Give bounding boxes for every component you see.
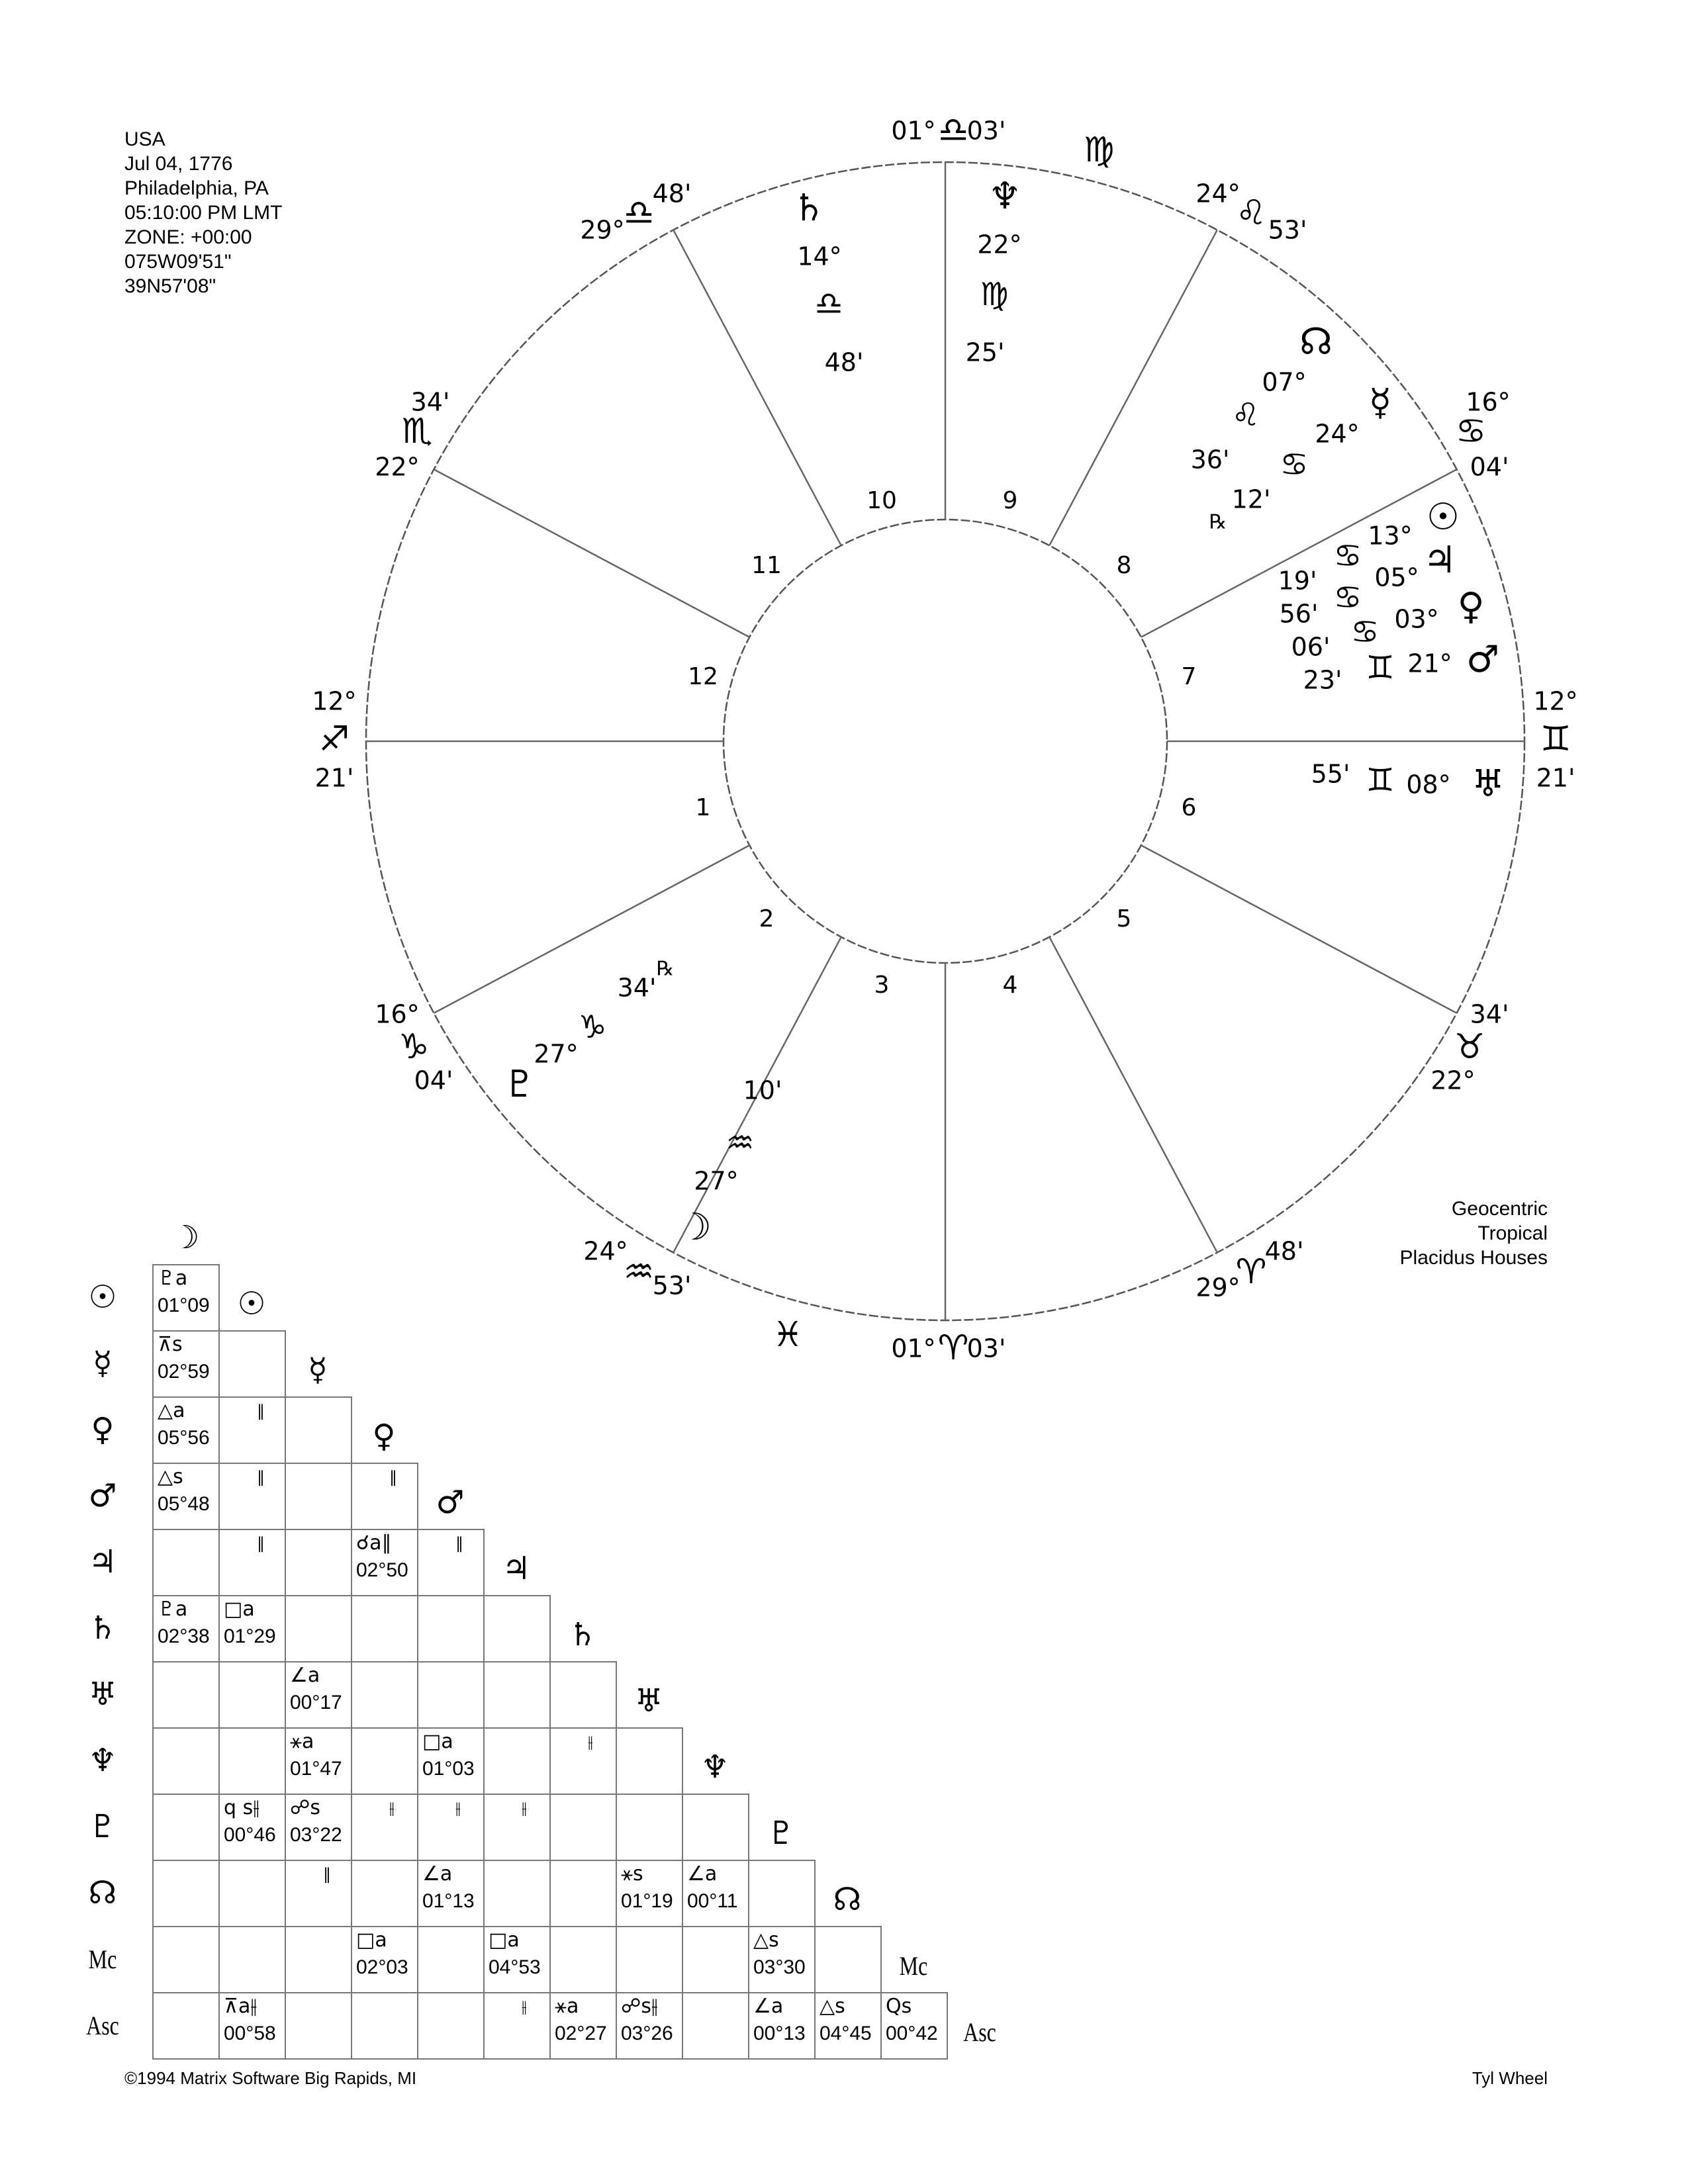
moon-glyph: ☽ bbox=[678, 1206, 712, 1250]
sun-degree: 13° bbox=[1368, 521, 1413, 551]
aspect-cell-venus-moon bbox=[152, 1396, 220, 1464]
cusp-sign-asc: ♐ bbox=[318, 719, 350, 759]
aspect-cell-node-neptune bbox=[682, 1860, 749, 1927]
pluto-sign: ♑ bbox=[578, 1009, 607, 1046]
aspect-cell-jupiter-sun bbox=[218, 1529, 286, 1596]
aspect-symbol: Qs bbox=[886, 1995, 912, 2018]
house-number-12: 12 bbox=[688, 663, 718, 690]
aspect-cell-mc-pluto bbox=[748, 1926, 816, 1993]
aspect-cell-pluto-neptune bbox=[682, 1794, 749, 1861]
neptune-glyph: ♆ bbox=[988, 175, 1022, 218]
house-cusp-line bbox=[1049, 937, 1217, 1253]
cusp-minute-c12: 34' bbox=[410, 387, 450, 417]
grid-diagonal-mc-glyph: Mc bbox=[899, 1950, 928, 1981]
intercepted-sign-pisces: ♓ bbox=[772, 1315, 804, 1355]
cusp-minute-dsc: 21' bbox=[1536, 763, 1575, 793]
mars-minute: 23' bbox=[1303, 665, 1342, 695]
house-number-6: 6 bbox=[1181, 794, 1197, 821]
chart-info-name: USA bbox=[124, 128, 165, 150]
cusp-minute-mc: 03' bbox=[966, 116, 1006, 146]
cusp-degree-mc: 01° bbox=[891, 116, 936, 146]
uranus-glyph: ♅ bbox=[1471, 762, 1505, 806]
cusp-sign-c2: ♑ bbox=[398, 1027, 430, 1067]
aspect-cell-jupiter-mars bbox=[417, 1529, 485, 1596]
aspect-orb: 01°29 bbox=[224, 1625, 276, 1647]
aspect-orb: 05°48 bbox=[158, 1493, 210, 1515]
house-cusp-line bbox=[434, 469, 749, 637]
aspect-symbol: ∠a bbox=[753, 1995, 784, 2018]
aspect-cell-sun-moon bbox=[152, 1264, 220, 1332]
aspect-symbol: ∥ bbox=[257, 1534, 265, 1553]
footer-wheel-name: Tyl Wheel bbox=[1472, 2068, 1548, 2088]
aspect-orb: 00°46 bbox=[224, 1824, 276, 1846]
mercury-minute: 12' bbox=[1231, 484, 1271, 514]
jupiter-sign: ♋ bbox=[1333, 579, 1362, 616]
cusp-degree-ic: 01° bbox=[891, 1334, 936, 1363]
aspect-symbol: ∠a bbox=[687, 1862, 718, 1886]
aspect-cell-jupiter-moon bbox=[152, 1529, 220, 1596]
aspect-cell-node-jupiter bbox=[483, 1860, 551, 1927]
house-cusp-line bbox=[1141, 845, 1457, 1013]
venus-glyph: ♀ bbox=[1457, 585, 1485, 629]
aspect-symbol: ⚹s bbox=[621, 1862, 643, 1886]
aspect-cell-saturn-mercury bbox=[285, 1595, 352, 1662]
aspect-cell-node-pluto bbox=[748, 1860, 816, 1927]
grid-row-mercury-glyph: ☿ bbox=[93, 1345, 113, 1382]
chart-info-place: Philadelphia, PA bbox=[124, 177, 269, 199]
aspect-symbol: △s bbox=[753, 1929, 779, 1952]
aspect-orb: 03°26 bbox=[621, 2023, 673, 2044]
aspect-cell-saturn-jupiter bbox=[483, 1595, 551, 1662]
aspect-cell-node-mars bbox=[417, 1860, 485, 1927]
venus-minute: 06' bbox=[1291, 632, 1331, 662]
aspect-orb: 02°38 bbox=[158, 1625, 210, 1647]
aspect-cell-neptune-mercury bbox=[285, 1727, 352, 1795]
cusp-minute-c11: 48' bbox=[652, 179, 692, 208]
aspect-orb: 02°59 bbox=[158, 1361, 210, 1383]
pluto-degree: 27° bbox=[534, 1039, 579, 1069]
aspect-cell-mercury-sun bbox=[218, 1330, 286, 1398]
cusp-degree-c2: 16° bbox=[375, 999, 420, 1029]
aspect-cell-mc-moon bbox=[152, 1926, 220, 1993]
mercury-glyph: ☿ bbox=[1368, 381, 1392, 425]
aspect-cell-pluto-mercury bbox=[285, 1794, 352, 1861]
aspect-cell-neptune-mars bbox=[417, 1727, 485, 1795]
aspect-cell-mc-neptune bbox=[682, 1926, 749, 1993]
aspect-symbol: △a bbox=[158, 1399, 185, 1422]
aspect-symbol: ∥ bbox=[455, 1534, 463, 1553]
aspect-orb: 00°17 bbox=[290, 1692, 342, 1713]
cusp-degree-asc: 12° bbox=[312, 686, 357, 716]
aspect-orb: 00°13 bbox=[753, 2023, 806, 2044]
grid-diagonal-neptune-glyph: ♆ bbox=[700, 1749, 729, 1786]
cusp-sign-c9: ♌ bbox=[1235, 193, 1267, 233]
aspect-cell-asc-saturn bbox=[549, 1992, 617, 2060]
aspect-orb: 01°13 bbox=[422, 1890, 475, 1912]
neptune-degree: 22° bbox=[977, 230, 1022, 259]
aspect-cell-asc-uranus bbox=[616, 1992, 683, 2060]
uranus-sign: ♊ bbox=[1366, 762, 1395, 799]
north-node-sign: ♌ bbox=[1231, 396, 1260, 433]
aspect-symbol: ♇a bbox=[158, 1267, 188, 1290]
aspect-cell-asc-jupiter bbox=[483, 1992, 551, 2060]
grid-diagonal-mercury-glyph: ☿ bbox=[308, 1351, 328, 1388]
saturn-sign: ♎ bbox=[814, 285, 843, 322]
aspect-symbol: ∥ bbox=[323, 1865, 331, 1884]
aspect-cell-neptune-sun bbox=[218, 1727, 286, 1795]
aspect-symbol: ☌a∥ bbox=[356, 1531, 392, 1555]
grid-diagonal-saturn-glyph: ♄ bbox=[568, 1616, 597, 1653]
aspect-cell-uranus-mars bbox=[417, 1661, 485, 1729]
aspect-orb: 00°58 bbox=[224, 2023, 276, 2044]
house-number-11: 11 bbox=[751, 552, 782, 579]
grid-diagonal-pluto-glyph: ♇ bbox=[767, 1815, 796, 1852]
moon-degree: 27° bbox=[694, 1166, 739, 1196]
cusp-sign-c8: ♋ bbox=[1455, 412, 1487, 451]
chart-info-latitude: 39N57'08" bbox=[124, 275, 216, 297]
house-number-8: 8 bbox=[1116, 552, 1132, 579]
jupiter-minute: 56' bbox=[1279, 599, 1319, 629]
aspect-symbol: ☍s⫲ bbox=[621, 1995, 658, 2018]
aspect-cell-pluto-moon bbox=[152, 1794, 220, 1861]
aspect-orb: 00°11 bbox=[687, 1890, 738, 1912]
aspect-cell-node-sun bbox=[218, 1860, 286, 1927]
aspect-orb: 02°03 bbox=[356, 1956, 408, 1978]
aspect-cell-neptune-moon bbox=[152, 1727, 220, 1795]
aspect-cell-node-moon bbox=[152, 1860, 220, 1927]
aspect-cell-mars-moon bbox=[152, 1463, 220, 1530]
cusp-sign-c11: ♎ bbox=[623, 193, 655, 233]
aspect-cell-mc-sun bbox=[218, 1926, 286, 1993]
system-info-coords: Geocentric bbox=[1451, 1198, 1548, 1220]
aspect-cell-uranus-mercury bbox=[285, 1661, 352, 1729]
chart-info-date: Jul 04, 1776 bbox=[124, 153, 233, 175]
aspect-cell-mars-sun bbox=[218, 1463, 286, 1530]
aspect-cell-saturn-mars bbox=[417, 1595, 485, 1662]
aspect-cell-asc-mars bbox=[417, 1992, 485, 2060]
aspect-cell-asc-node bbox=[814, 1992, 882, 2060]
aspect-cell-asc-mc bbox=[880, 1992, 948, 2060]
grid-row-jupiter-glyph: ♃ bbox=[88, 1543, 117, 1580]
aspect-orb: 05°56 bbox=[158, 1427, 210, 1449]
cusp-degree-dsc: 12° bbox=[1533, 686, 1578, 716]
neptune-sign: ♍ bbox=[980, 276, 1009, 313]
cusp-minute-c8: 04' bbox=[1470, 452, 1509, 482]
aspect-cell-pluto-sun bbox=[218, 1794, 286, 1861]
aspect-symbol: ⊼s bbox=[158, 1333, 183, 1356]
aspect-symbol: ⫲ bbox=[522, 1997, 527, 2016]
aspect-cell-uranus-jupiter bbox=[483, 1661, 551, 1729]
cusp-sign-mc: ♎ bbox=[937, 111, 969, 150]
cusp-degree-c5: 29° bbox=[1196, 1273, 1241, 1302]
aspect-orb: 04°53 bbox=[489, 1956, 541, 1978]
grid-row-neptune-glyph: ♆ bbox=[88, 1742, 117, 1779]
aspect-cell-mc-mars bbox=[417, 1926, 485, 1993]
aspect-cell-pluto-saturn bbox=[549, 1794, 617, 1861]
cusp-minute-c5: 48' bbox=[1264, 1236, 1304, 1266]
aspect-symbol: ⫲ bbox=[455, 1799, 461, 1817]
cusp-degree-c9: 24° bbox=[1196, 179, 1241, 208]
system-info-zodiac: Tropical bbox=[1477, 1222, 1548, 1244]
house-number-7: 7 bbox=[1181, 663, 1197, 690]
aspect-cell-uranus-saturn bbox=[549, 1661, 617, 1729]
aspect-cell-uranus-moon bbox=[152, 1661, 220, 1729]
house-number-10: 10 bbox=[867, 487, 897, 514]
mercury-degree: 24° bbox=[1315, 419, 1360, 449]
aspect-cell-pluto-jupiter bbox=[483, 1794, 551, 1861]
aspect-symbol: □a bbox=[224, 1598, 255, 1621]
mars-sign: ♊ bbox=[1366, 649, 1395, 686]
aspect-cell-venus-sun bbox=[218, 1396, 286, 1464]
aspect-orb: 01°19 bbox=[621, 1890, 673, 1912]
mars-degree: 21° bbox=[1407, 649, 1452, 678]
aspect-cell-jupiter-venus bbox=[351, 1529, 418, 1596]
aspect-cell-asc-mercury bbox=[285, 1992, 352, 2060]
aspect-cell-pluto-venus bbox=[351, 1794, 418, 1861]
aspect-cell-pluto-uranus bbox=[616, 1794, 683, 1861]
aspect-symbol: ♇a bbox=[158, 1598, 188, 1621]
chart-info-time: 05:10:00 PM LMT bbox=[124, 202, 283, 224]
aspect-symbol: ⚹a bbox=[555, 1995, 579, 2018]
aspect-cell-asc-venus bbox=[351, 1992, 418, 2060]
cusp-minute-ic: 03' bbox=[966, 1334, 1006, 1363]
cusp-minute-c3: 53' bbox=[652, 1271, 692, 1300]
aspect-cell-saturn-venus bbox=[351, 1595, 418, 1662]
pluto-retrograde: ℞ bbox=[656, 957, 675, 981]
grid-diagonal-asc-glyph: Asc bbox=[963, 2017, 996, 2047]
aspect-orb: 00°42 bbox=[886, 2023, 938, 2044]
aspect-cell-mars-mercury bbox=[285, 1463, 352, 1530]
aspect-symbol: ⫲ bbox=[522, 1799, 527, 1817]
aspect-symbol: ☍s bbox=[290, 1796, 321, 1819]
aspect-orb: 03°30 bbox=[753, 1956, 806, 1978]
house-number-5: 5 bbox=[1116, 905, 1132, 933]
house-number-9: 9 bbox=[1002, 487, 1018, 514]
moon-sign: ♒ bbox=[726, 1124, 755, 1161]
aspect-cell-pluto-mars bbox=[417, 1794, 485, 1861]
grid-column-moon-glyph: ☽ bbox=[171, 1219, 200, 1256]
north-node-glyph: ☊ bbox=[1299, 320, 1333, 364]
aspect-symbol: ∥ bbox=[257, 1468, 265, 1486]
jupiter-glyph: ♃ bbox=[1423, 539, 1457, 582]
cusp-minute-c9: 53' bbox=[1268, 215, 1307, 245]
grid-row-uranus-glyph: ♅ bbox=[88, 1676, 117, 1713]
aspect-cell-neptune-saturn bbox=[549, 1727, 617, 1795]
moon-minute: 10' bbox=[743, 1075, 782, 1105]
chart-info-longitude: 075W09'51" bbox=[124, 251, 232, 273]
aspect-cell-neptune-venus bbox=[351, 1727, 418, 1795]
cusp-degree-c11: 29° bbox=[580, 215, 625, 245]
cusp-sign-c6: ♉ bbox=[1454, 1027, 1485, 1067]
cusp-degree-c12: 22° bbox=[375, 452, 420, 482]
jupiter-degree: 05° bbox=[1374, 563, 1419, 592]
grid-diagonal-jupiter-glyph: ♃ bbox=[502, 1550, 531, 1587]
saturn-degree: 14° bbox=[797, 242, 842, 271]
sun-glyph: ☉ bbox=[1426, 496, 1460, 539]
cusp-sign-c12: ♏ bbox=[401, 412, 433, 451]
aspect-symbol: ∠a bbox=[290, 1664, 320, 1687]
aspect-cell-saturn-moon bbox=[152, 1595, 220, 1662]
mercury-sign: ♋ bbox=[1280, 446, 1309, 483]
aspect-cell-neptune-jupiter bbox=[483, 1727, 551, 1795]
aspect-cell-uranus-sun bbox=[218, 1661, 286, 1729]
aspect-cell-asc-neptune bbox=[682, 1992, 749, 2060]
cusp-sign-c5: ♈ bbox=[1235, 1252, 1267, 1292]
mars-glyph: ♂ bbox=[1466, 638, 1500, 682]
grid-row-saturn-glyph: ♄ bbox=[88, 1610, 117, 1647]
house-number-1: 1 bbox=[695, 794, 711, 821]
aspect-cell-uranus-venus bbox=[351, 1661, 418, 1729]
aspect-orb: 04°45 bbox=[820, 2023, 872, 2044]
house-number-3: 3 bbox=[874, 972, 890, 999]
grid-row-asc-glyph: Asc bbox=[86, 2010, 119, 2040]
house-cusp-line bbox=[1049, 230, 1217, 545]
sun-sign: ♋ bbox=[1333, 537, 1362, 574]
footer-copyright: ©1994 Matrix Software Big Rapids, MI bbox=[124, 2068, 417, 2088]
grid-row-pluto-glyph: ♇ bbox=[88, 1808, 117, 1845]
neptune-minute: 25' bbox=[965, 338, 1005, 367]
aspect-cell-node-uranus bbox=[616, 1860, 683, 1927]
system-info-houses: Placidus Houses bbox=[1399, 1247, 1548, 1269]
cusp-sign-ic: ♈ bbox=[937, 1328, 969, 1368]
aspect-symbol: □a bbox=[422, 1730, 453, 1753]
saturn-minute: 48' bbox=[824, 347, 864, 377]
grid-diagonal-uranus-glyph: ♅ bbox=[634, 1682, 663, 1719]
aspect-cell-jupiter-mercury bbox=[285, 1529, 352, 1596]
aspect-cell-node-venus bbox=[351, 1860, 418, 1927]
aspect-cell-mc-mercury bbox=[285, 1926, 352, 1993]
pluto-glyph: ♇ bbox=[502, 1063, 537, 1107]
cusp-degree-c3: 24° bbox=[583, 1236, 628, 1266]
aspect-cell-neptune-uranus bbox=[616, 1727, 683, 1795]
aspect-orb: 01°09 bbox=[158, 1295, 210, 1316]
grid-diagonal-mars-glyph: ♂ bbox=[436, 1484, 465, 1521]
cusp-degree-c8: 16° bbox=[1466, 387, 1511, 417]
aspect-orb: 02°27 bbox=[555, 2023, 607, 2044]
cusp-sign-c3: ♒ bbox=[623, 1252, 655, 1292]
grid-diagonal-node-glyph: ☊ bbox=[833, 1881, 862, 1918]
grid-row-venus-glyph: ♀ bbox=[91, 1411, 115, 1448]
aspect-symbol: ⚹a bbox=[290, 1730, 314, 1753]
saturn-glyph: ♄ bbox=[792, 187, 826, 230]
aspect-orb: 03°22 bbox=[290, 1824, 342, 1846]
aspect-cell-node-mercury bbox=[285, 1860, 352, 1927]
intercepted-sign-virgo: ♍ bbox=[1083, 130, 1115, 170]
aspect-symbol: ⊼a⫲ bbox=[224, 1995, 258, 2018]
uranus-minute: 55' bbox=[1311, 759, 1350, 789]
cusp-degree-c6: 22° bbox=[1430, 1066, 1476, 1095]
grid-diagonal-venus-glyph: ♀ bbox=[372, 1418, 396, 1455]
aspect-cell-mc-node bbox=[814, 1926, 882, 1993]
aspect-symbol: △s bbox=[820, 1995, 845, 2018]
house-number-2: 2 bbox=[759, 905, 774, 933]
sun-minute: 19' bbox=[1278, 566, 1317, 596]
aspect-cell-asc-moon bbox=[152, 1992, 220, 2060]
aspect-cell-asc-pluto bbox=[748, 1992, 816, 2060]
aspect-cell-venus-mercury bbox=[285, 1396, 352, 1464]
aspect-cell-mc-saturn bbox=[549, 1926, 617, 1993]
system-info bbox=[1283, 1197, 1548, 1270]
aspect-symbol: ⫲ bbox=[588, 1733, 593, 1751]
aspect-cell-mc-jupiter bbox=[483, 1926, 551, 1993]
aspect-cell-mc-venus bbox=[351, 1926, 418, 1993]
grid-row-sun-glyph: ☉ bbox=[88, 1279, 117, 1316]
uranus-degree: 08° bbox=[1406, 770, 1451, 799]
cusp-minute-c2: 04' bbox=[414, 1066, 453, 1095]
cusp-minute-asc: 21' bbox=[314, 763, 354, 793]
aspect-cell-asc-sun bbox=[218, 1992, 286, 2060]
north-node-minute: 36' bbox=[1190, 445, 1230, 475]
grid-diagonal-sun-glyph: ☉ bbox=[237, 1285, 266, 1322]
grid-row-node-glyph: ☊ bbox=[88, 1874, 117, 1911]
grid-row-mars-glyph: ♂ bbox=[88, 1477, 117, 1514]
aspect-symbol: ∥ bbox=[257, 1402, 265, 1420]
aspect-symbol: ⫲ bbox=[389, 1799, 395, 1817]
grid-row-mc-glyph: Mc bbox=[88, 1944, 117, 1974]
house-cusp-line bbox=[673, 230, 841, 545]
aspect-symbol: ∥ bbox=[389, 1468, 397, 1486]
venus-degree: 03° bbox=[1394, 604, 1439, 634]
venus-sign: ♋ bbox=[1350, 614, 1380, 651]
house-number-4: 4 bbox=[1002, 972, 1018, 999]
inner-ring bbox=[724, 520, 1167, 963]
aspect-symbol: □a bbox=[489, 1929, 520, 1952]
house-cusp-line bbox=[434, 845, 749, 1013]
aspect-orb: 01°03 bbox=[422, 1758, 475, 1780]
cusp-minute-c6: 34' bbox=[1470, 999, 1509, 1029]
aspect-cell-node-saturn bbox=[549, 1860, 617, 1927]
chart-info-zone: ZONE: +00:00 bbox=[124, 226, 252, 248]
mercury-retrograde: ℞ bbox=[1209, 510, 1227, 534]
pluto-minute: 34' bbox=[617, 973, 657, 1003]
aspect-symbol: □a bbox=[356, 1929, 387, 1952]
aspect-symbol: △s bbox=[158, 1465, 183, 1488]
aspect-cell-mc-uranus bbox=[616, 1926, 683, 1993]
cusp-sign-dsc: ♊ bbox=[1540, 719, 1571, 759]
aspect-orb: 01°47 bbox=[290, 1758, 342, 1780]
aspect-cell-mars-venus bbox=[351, 1463, 418, 1530]
aspect-cell-saturn-sun bbox=[218, 1595, 286, 1662]
aspect-cell-mercury-moon bbox=[152, 1330, 220, 1398]
aspect-symbol: ∠a bbox=[422, 1862, 453, 1886]
aspect-symbol: q s⫲ bbox=[224, 1796, 259, 1819]
aspect-orb: 02°50 bbox=[356, 1559, 408, 1581]
north-node-degree: 07° bbox=[1262, 367, 1307, 397]
